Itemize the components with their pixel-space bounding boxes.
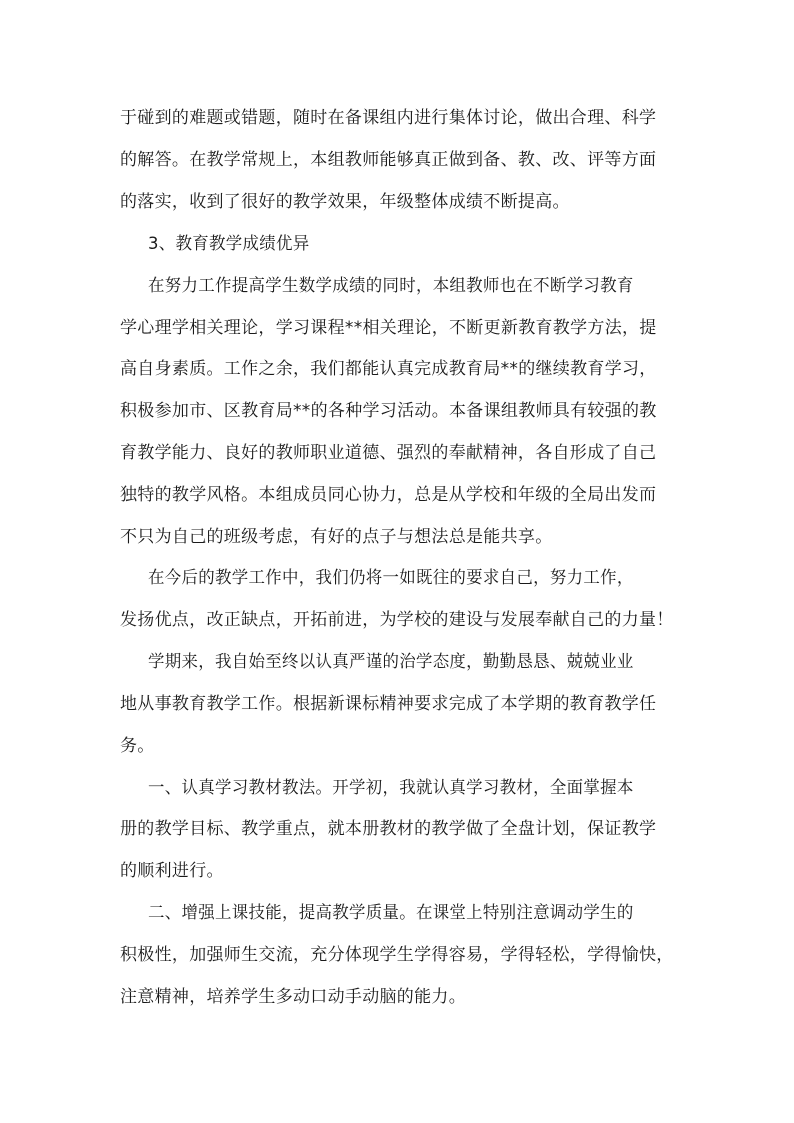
paragraph-line: 在今后的教学工作中，我们仍将一如既往的要求自己，努力工作， (148, 568, 634, 588)
paragraph-line: 不只为自己的班级考虑，有好的点子与想法总是能共享。 (120, 527, 553, 547)
paragraph-line: 积极性，加强师生交流，充分体现学生学得容易，学得轻松，学得愉快， (120, 945, 674, 965)
paragraph-line: 高自身素质。工作之余，我们都能认真完成教育局**的继续教育学习， (120, 359, 657, 379)
paragraph-line: 的落实，收到了很好的教学效果，年级整体成绩不断提高。 (120, 192, 570, 212)
paragraph-line: 二、增强上课技能，提高教学质量。在课堂上特别注意调动学生的 (148, 903, 634, 923)
paragraph-line: 地从事教育教学工作。根据新课标精神要求完成了本学期的教育教学任 (120, 694, 657, 714)
paragraph-line: 积极参加市、区教育局**的各种学习活动。本备课组教师具有较强的教 (120, 401, 657, 421)
paragraph-line: 的顺利进行。 (120, 861, 224, 881)
paragraph-line: 注意精神，培养学生多动口动手动脑的能力。 (120, 987, 466, 1007)
paragraph-line: 在努力工作提高学生数学成绩的同时，本组教师也在不断学习教育 (148, 276, 634, 296)
paragraph-line: 务。 (120, 736, 155, 756)
paragraph-line: 册的教学目标、教学重点，就本册教材的教学做了全盘计划，保证教学 (120, 819, 657, 839)
paragraph-line: 育教学能力、良好的教师职业道德、强烈的奉献精神，各自形成了自己 (120, 443, 657, 463)
paragraph-line: 学心理学相关理论，学习课程**相关理论，不断更新教育教学方法，提 (120, 318, 657, 338)
paragraph-line: 于碰到的难题或错题，随时在备课组内进行集体讨论，做出合理、科学 (120, 108, 657, 128)
paragraph-line: 独特的教学风格。本组成员同心协力，总是从学校和年级的全局出发而 (120, 485, 657, 505)
paragraph-line: 发扬优点，改正缺点，开拓前进，为学校的建设与发展奉献自己的力量！ (120, 610, 674, 630)
section-heading: 3、教育教学成绩优异 (148, 234, 310, 254)
paragraph-line: 一、认真学习教材教法。开学初，我就认真学习教材，全面掌握本 (148, 778, 634, 798)
paragraph-line: 学期来，我自始至终以认真严谨的治学态度，勤勤恳恳、兢兢业业 (148, 652, 634, 672)
paragraph-line: 的解答。在教学常规上，本组教师能够真正做到备、教、改、评等方面 (120, 150, 657, 170)
